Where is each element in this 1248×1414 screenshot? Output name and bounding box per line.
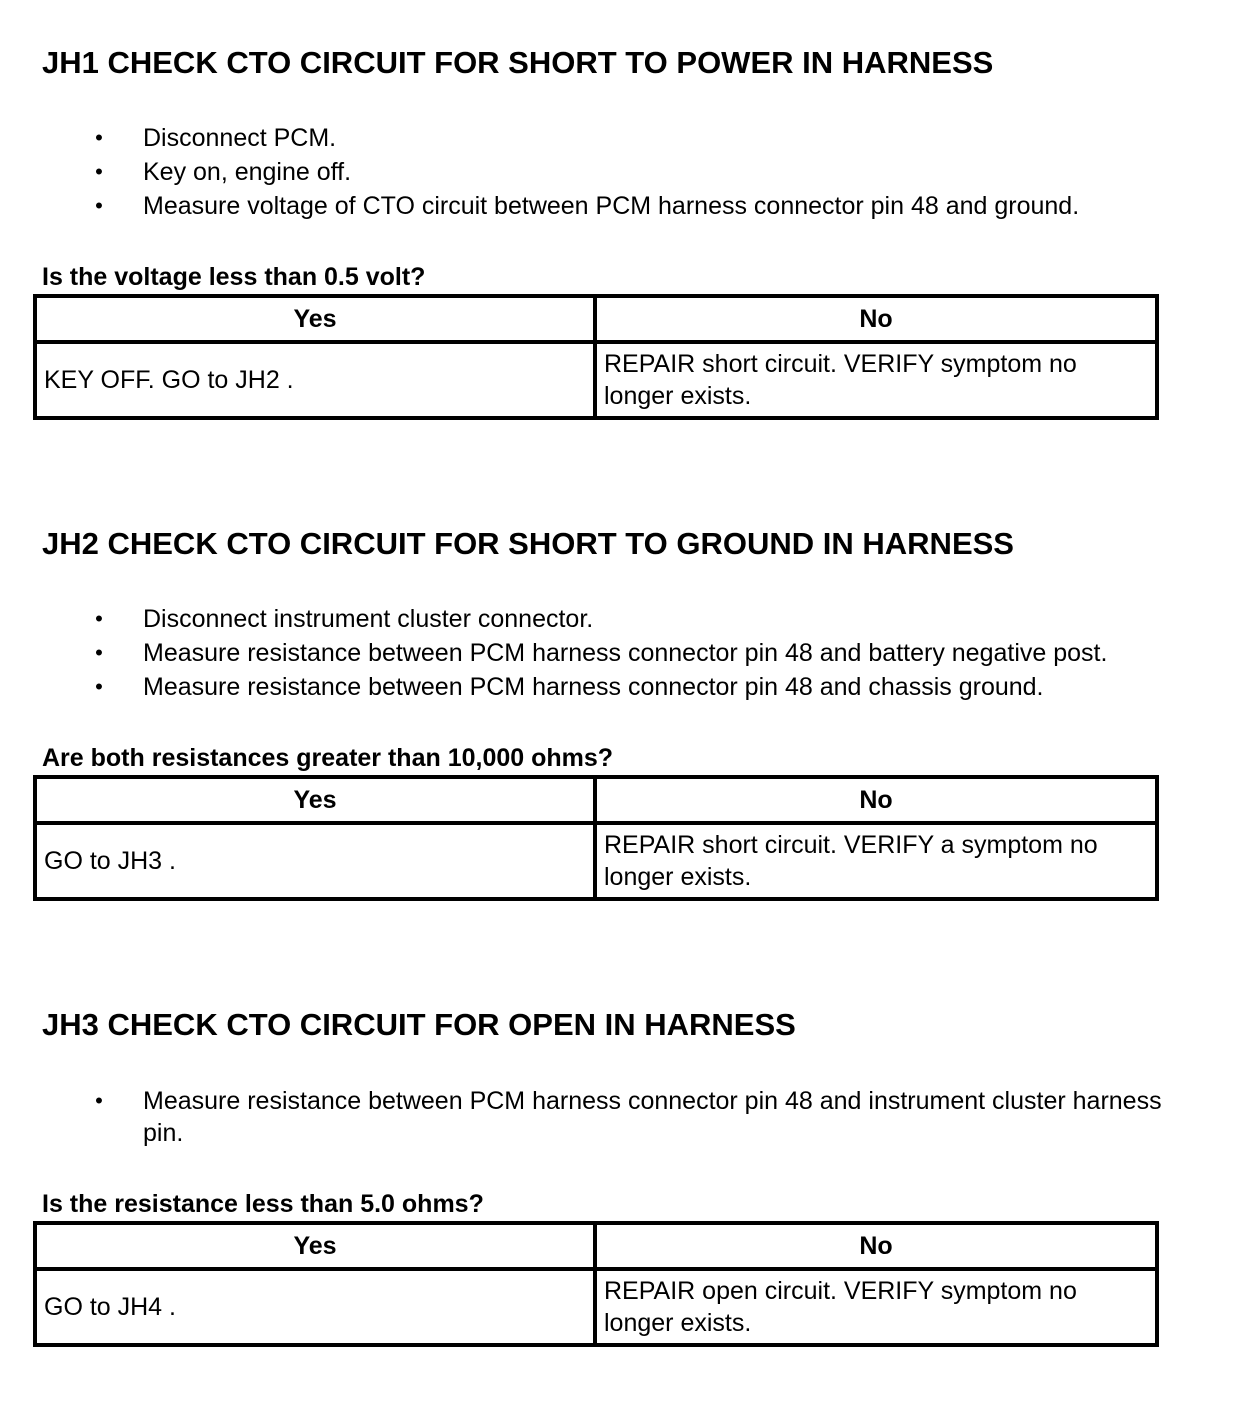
question-text: Is the voltage less than 0.5 volt?: [42, 263, 426, 291]
table-header-row: [35, 1223, 1157, 1269]
table-row: [35, 1269, 1157, 1345]
step-text: Disconnect instrument cluster connector.: [143, 605, 594, 633]
bullet-icon: •: [95, 125, 103, 150]
step-text: Measure resistance between PCM harness connector pin 48 and instrument cluster harness pin.: [143, 1087, 1162, 1147]
section-heading: JH2 CHECK CTO CIRCUIT FOR SHORT TO GROUND IN HARNESS: [42, 526, 1014, 561]
yes-header: Yes: [35, 1223, 595, 1269]
bullet-icon: •: [95, 674, 103, 699]
yes-action: GO to JH4 .: [35, 1269, 595, 1345]
bullet-icon: •: [95, 1088, 103, 1113]
step-item: [0, 1085, 1183, 1149]
no-header: No: [595, 777, 1157, 823]
table-header-row: [35, 296, 1157, 342]
section-heading: JH3 CHECK CTO CIRCUIT FOR OPEN IN HARNESS: [42, 1007, 796, 1042]
bullet-icon: •: [95, 640, 103, 665]
step-list: [0, 602, 1107, 704]
section-heading: JH1 CHECK CTO CIRCUIT FOR SHORT TO POWER IN HARNESS: [42, 45, 994, 80]
bullet-icon: •: [95, 193, 103, 218]
step-list: [0, 1085, 1183, 1149]
bullet-icon: •: [95, 159, 103, 184]
step-item: [0, 602, 1107, 636]
no-header: No: [595, 296, 1157, 342]
answer-table: [33, 294, 1159, 420]
step-item: [0, 670, 1107, 704]
step-item: [0, 189, 1079, 223]
yes-action: GO to JH3 .: [35, 823, 595, 899]
step-item: [0, 121, 1079, 155]
step-text: Disconnect PCM.: [143, 124, 337, 152]
table-header-row: [35, 777, 1157, 823]
question-text: Are both resistances greater than 10,000 ohms?: [42, 744, 614, 772]
yes-action: KEY OFF. GO to JH2 .: [35, 342, 595, 418]
step-list: [0, 121, 1079, 223]
no-action: REPAIR short circuit. VERIFY a symptom no longer exists.: [595, 823, 1157, 899]
bullet-icon: •: [95, 606, 103, 631]
step-text: Measure resistance between PCM harness connector pin 48 and chassis ground.: [143, 673, 1044, 701]
answer-table: [33, 1221, 1159, 1347]
table-row: [35, 823, 1157, 899]
yes-header: Yes: [35, 777, 595, 823]
yes-header: Yes: [35, 296, 595, 342]
no-header: No: [595, 1223, 1157, 1269]
no-action: REPAIR open circuit. VERIFY symptom no longer exists.: [595, 1269, 1157, 1345]
step-text: Key on, engine off.: [143, 158, 352, 186]
step-item: [0, 155, 1079, 189]
step-text: Measure resistance between PCM harness connector pin 48 and battery negative post.: [143, 639, 1108, 667]
step-text: Measure voltage of CTO circuit between PCM harness connector pin 48 and ground.: [143, 192, 1080, 220]
question-text: Is the resistance less than 5.0 ohms?: [42, 1190, 484, 1218]
no-action: REPAIR short circuit. VERIFY symptom no longer exists.: [595, 342, 1157, 418]
step-item: [0, 636, 1107, 670]
table-row: [35, 342, 1157, 418]
answer-table: [33, 775, 1159, 901]
